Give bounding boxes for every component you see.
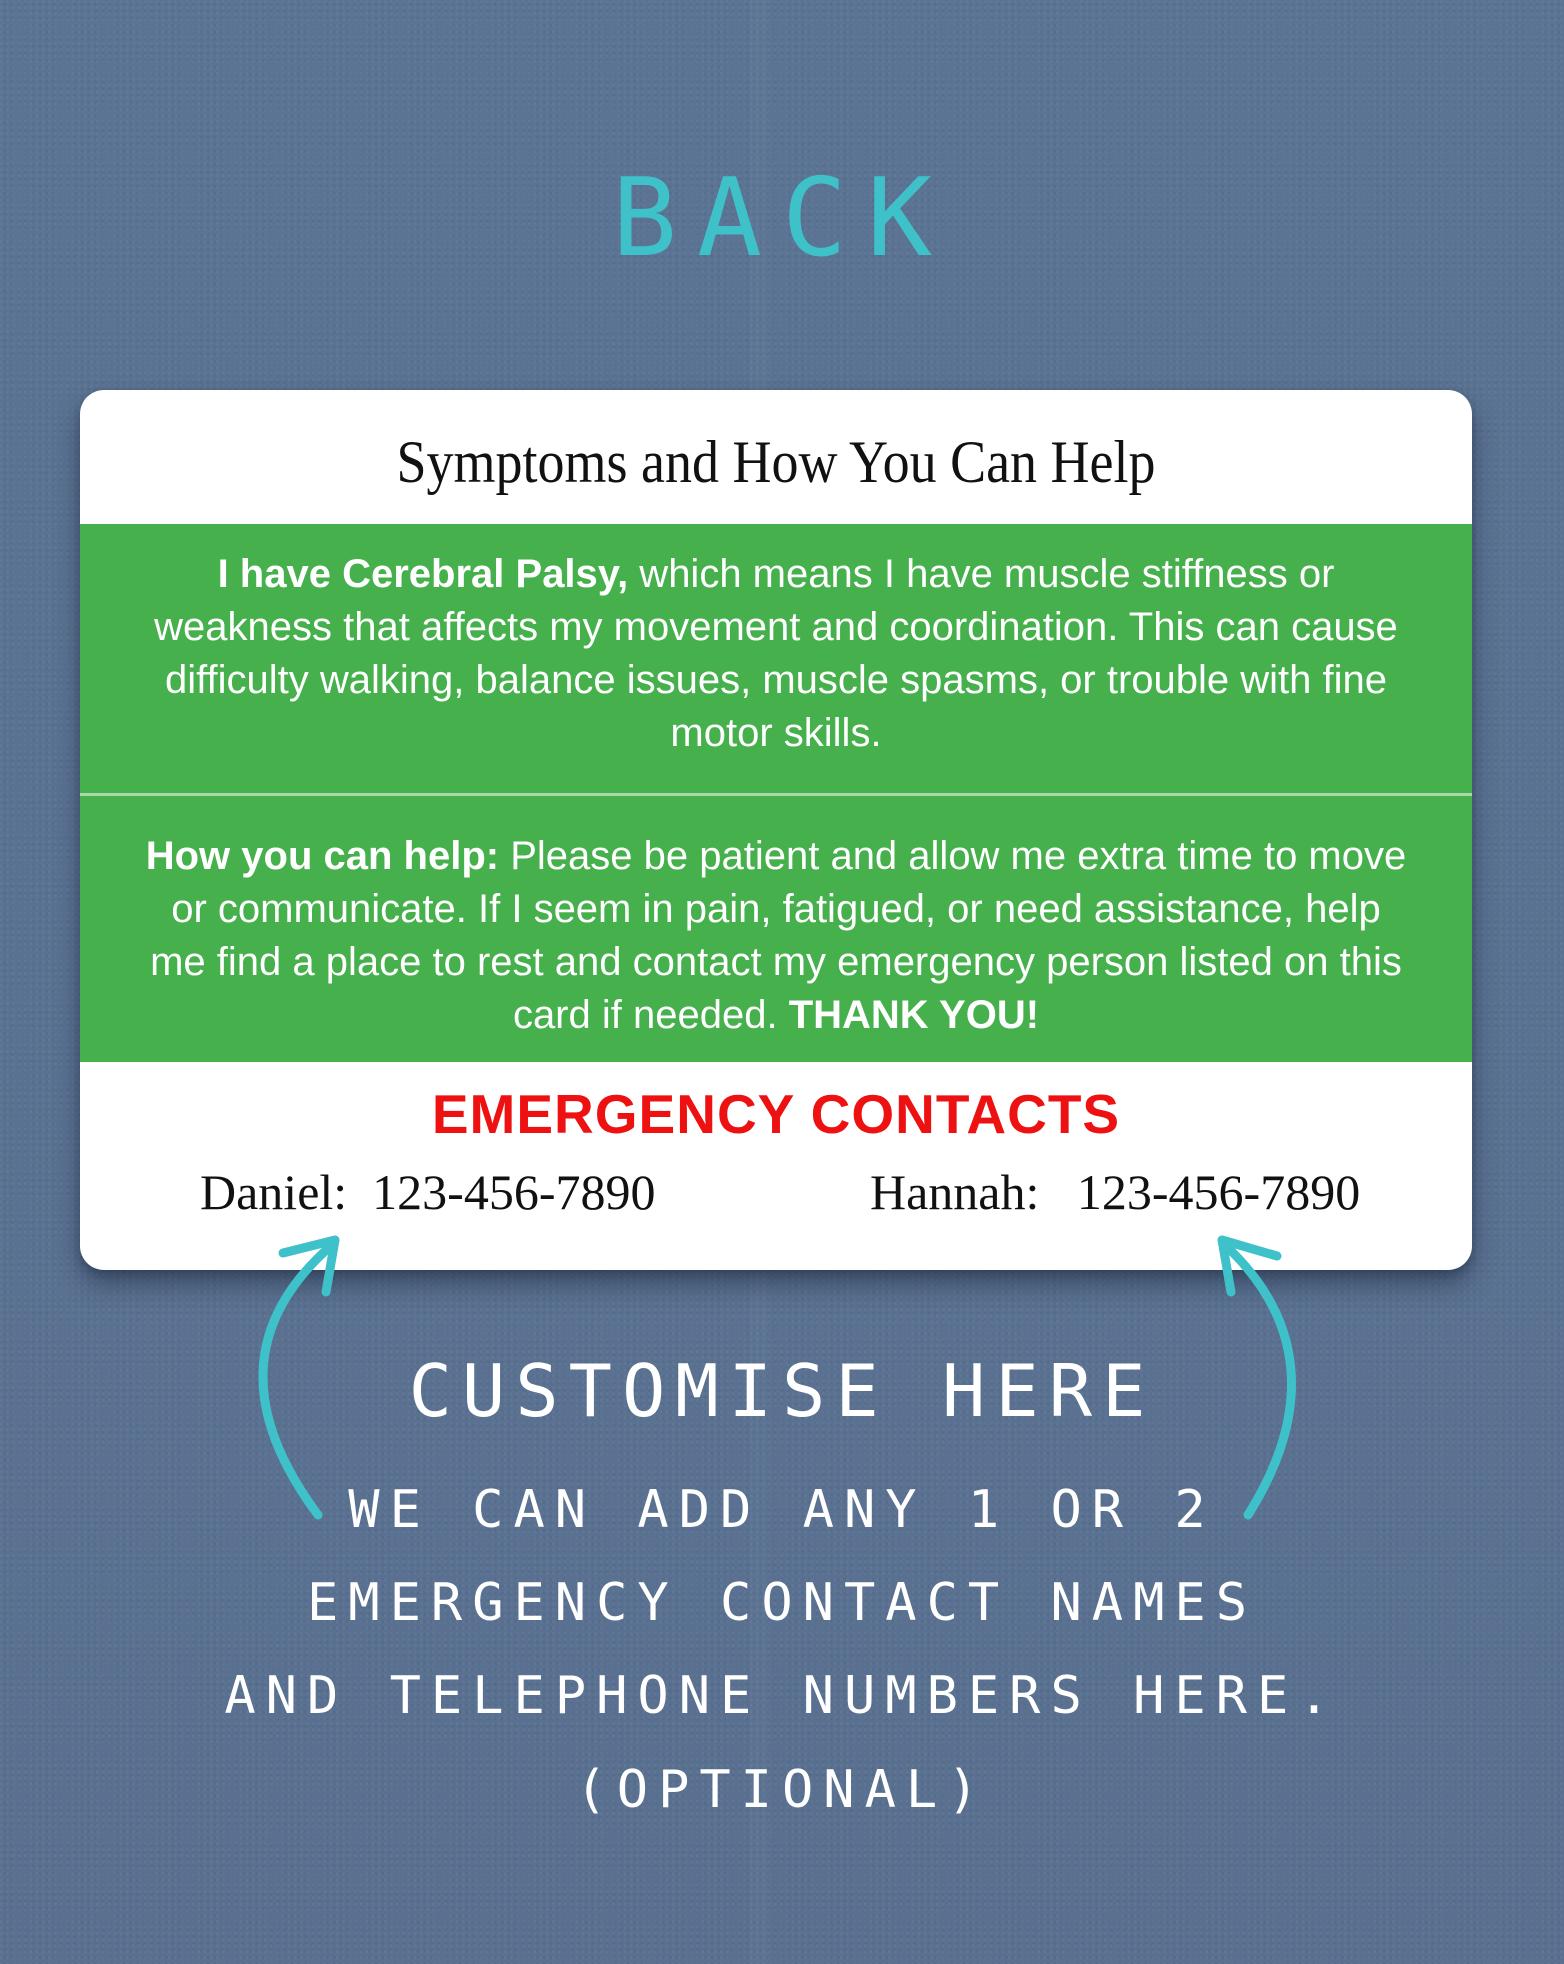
contact-1 [200, 1163, 655, 1221]
help-text: Please be patient and allow me extra time to move or communicate. If I seem in pain, fatigued, or need assistance, help me find a place to rest and contact my emergency person listed on this card if needed. [150, 834, 1407, 1037]
customise-line-3: AND TELEPHONE NUMBERS HERE. [224, 1666, 1340, 1726]
medical-card [80, 390, 1472, 1270]
condition-paragraph [140, 548, 1412, 760]
customise-line-1: WE CAN ADD ANY 1 OR 2 [348, 1480, 1216, 1540]
emergency-contacts-title: EMERGENCY CONTACTS [431, 1083, 1121, 1145]
contact-2-phone: 123-456-7890 [1076, 1164, 1361, 1220]
customise-line-2: EMERGENCY CONTACT NAMES [306, 1573, 1258, 1633]
customise-title: CUSTOMISE HERE [408, 1349, 1156, 1433]
contact-1-phone: 123-456-7890 [372, 1164, 656, 1220]
contact-2 [870, 1163, 1360, 1221]
contact-1-name: Daniel: [200, 1164, 348, 1220]
panel-divider [80, 793, 1472, 796]
condition-bold: I have Cerebral Palsy, [217, 552, 629, 596]
contact-2-name: Hannah: [870, 1164, 1040, 1220]
back-heading: BACK [611, 156, 953, 281]
symptoms-panel [80, 524, 1472, 1062]
condition-text: which means I have muscle stiffness or weakness that affects my movement and coordination. This can cause difficulty walking, balance issues, muscle spasms, or trouble with fine motor skills. [154, 552, 1398, 755]
help-paragraph [140, 830, 1412, 1042]
customise-line-4: (OPTIONAL) [575, 1760, 989, 1820]
card-title: Symptoms and How You Can Help [396, 429, 1156, 495]
help-bold: How you can help: [145, 834, 500, 878]
thank-you: THANK YOU! [788, 993, 1040, 1037]
